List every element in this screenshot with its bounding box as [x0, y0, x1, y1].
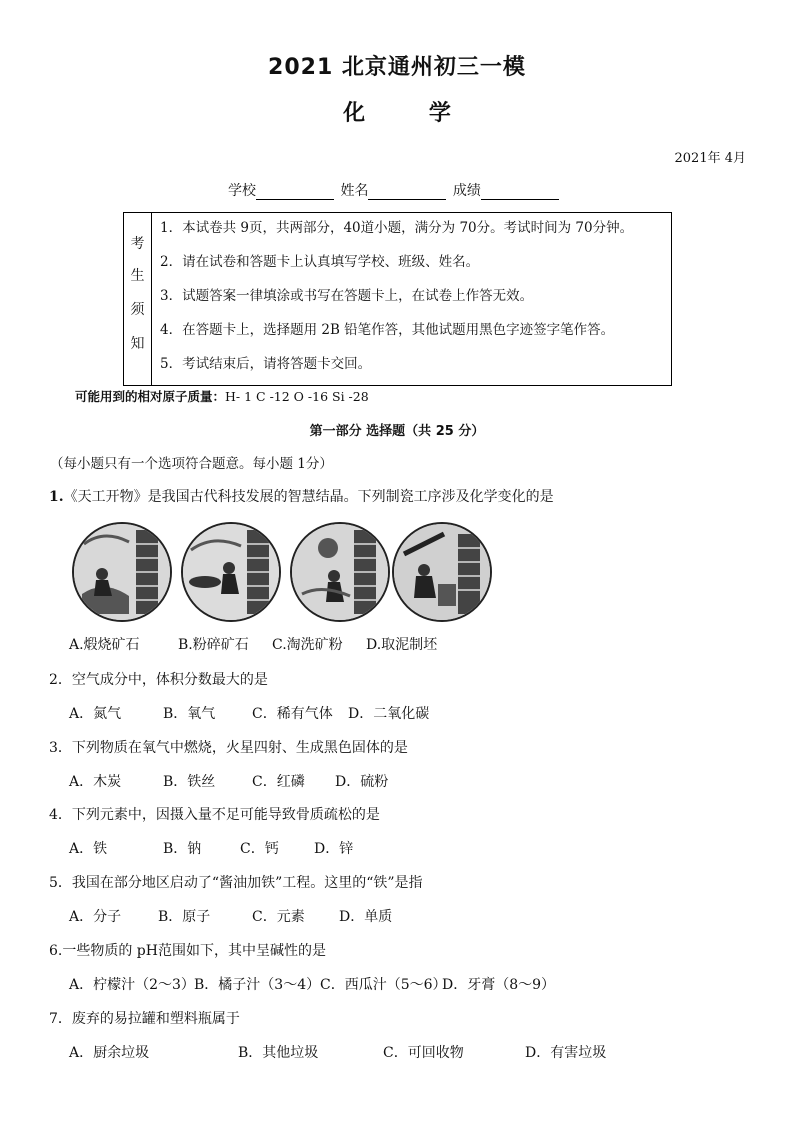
notes-side-label [124, 213, 152, 385]
part-instruction: （每小题只有一个选项符合题意。每小题 1分） [50, 456, 333, 472]
option[interactable]: C.淘洗矿粉 [272, 637, 343, 653]
question-stem: 7．废弃的易拉罐和塑料瓶属于 [49, 1011, 240, 1027]
notes-side-char: 须 [130, 302, 145, 318]
question-number: 1. [49, 489, 64, 505]
option[interactable]: B．铁丝 [163, 774, 216, 790]
question-text: 《天工开物》是我国古代科技发展的智慧结晶。下列制瓷工序涉及化学变化的是 [63, 489, 554, 505]
option[interactable]: A．氮气 [69, 706, 122, 722]
option[interactable]: A．分子 [69, 909, 122, 925]
exam-notes-box [123, 212, 672, 386]
option[interactable]: B．原子 [158, 909, 211, 925]
option[interactable]: B.粉碎矿石 [178, 637, 249, 653]
question-stem: 6.一些物质的 pH范围如下，其中呈碱性的是 [49, 943, 326, 959]
option[interactable]: D．硫粉 [335, 774, 389, 790]
page-title: 2021 北京通州初三一模 [268, 55, 526, 80]
atomic-mass-line [75, 387, 369, 405]
option[interactable]: A．木炭 [69, 774, 122, 790]
process-illustration [72, 522, 172, 622]
option[interactable]: D．二氧化碳 [348, 706, 430, 722]
note-line: 5．考试结束后，请将答题卡交回。 [160, 356, 372, 372]
score-blank[interactable] [481, 185, 559, 200]
process-illustration [181, 522, 281, 622]
name-label: 姓名 [340, 183, 369, 199]
option[interactable]: C．西瓜汁（5～6） [320, 977, 447, 993]
exam-date: 2021年 4月 [674, 151, 746, 166]
subject-title [0, 96, 794, 127]
option[interactable]: B．氧气 [163, 706, 216, 722]
atomic-mass-label: 可能用到的相对原子质量： [75, 389, 226, 404]
option[interactable]: A．厨余垃圾 [69, 1045, 150, 1061]
question-stem [49, 486, 554, 506]
atomic-mass-values: H- 1 C -12 O -16 Si -28 [225, 389, 369, 404]
notes-side-char: 知 [130, 336, 145, 352]
note-line: 2．请在试卷和答题卡上认真填写学校、班级、姓名。 [160, 254, 480, 270]
part-heading: 第一部分 选择题（共 25 分） [309, 424, 485, 439]
note-line: 3．试题答案一律填涂或书写在答题卡上，在试卷上作答无效。 [160, 288, 534, 304]
question-stem: 2．空气成分中，体积分数最大的是 [49, 672, 268, 688]
option[interactable]: A．柠檬汁（2～3） [69, 977, 195, 993]
option[interactable]: B．橘子汁（3～4） [194, 977, 321, 993]
option[interactable]: D．单质 [339, 909, 393, 925]
option[interactable]: C．钙 [240, 841, 279, 857]
notes-side-char: 考 [130, 236, 145, 252]
process-illustration [392, 522, 492, 622]
subject-char: 学 [428, 101, 451, 126]
option[interactable]: D．牙膏（8～9） [442, 977, 556, 993]
school-blank[interactable] [256, 185, 334, 200]
school-label: 学校 [228, 183, 256, 199]
option[interactable]: C．可回收物 [383, 1045, 464, 1061]
option[interactable]: D．有害垃圾 [525, 1045, 607, 1061]
subject-char: 化 [343, 101, 366, 126]
option[interactable]: B．其他垃圾 [238, 1045, 319, 1061]
question-stem: 5．我国在部分地区启动了“酱油加铁”工程。这里的“铁”是指 [49, 875, 423, 891]
note-line: 1．本试卷共 9页，共两部分，40道小题，满分为 70分。考试时间为 70分钟。 [160, 220, 634, 236]
score-label: 成绩 [452, 183, 481, 199]
option[interactable]: D.取泥制坯 [366, 637, 438, 653]
process-illustration [290, 522, 390, 622]
option[interactable]: B．钠 [163, 841, 202, 857]
name-blank[interactable] [368, 185, 446, 200]
student-info-line [228, 180, 561, 200]
option[interactable]: C．红磷 [252, 774, 305, 790]
question-stem: 4．下列元素中，因摄入量不足可能导致骨质疏松的是 [49, 807, 380, 823]
notes-side-char: 生 [130, 268, 145, 284]
note-line: 4．在答题卡上，选择题用 2B 铅笔作答，其他试题用黑色字迹签字笔作答。 [160, 322, 615, 338]
option[interactable]: A．铁 [69, 841, 108, 857]
option[interactable]: D．锌 [314, 841, 354, 857]
option[interactable]: C．元素 [252, 909, 305, 925]
question-stem: 3．下列物质在氧气中燃烧，火星四射、生成黑色固体的是 [49, 740, 408, 756]
option[interactable]: A.煅烧矿石 [69, 637, 140, 653]
option[interactable]: C．稀有气体 [252, 706, 333, 722]
